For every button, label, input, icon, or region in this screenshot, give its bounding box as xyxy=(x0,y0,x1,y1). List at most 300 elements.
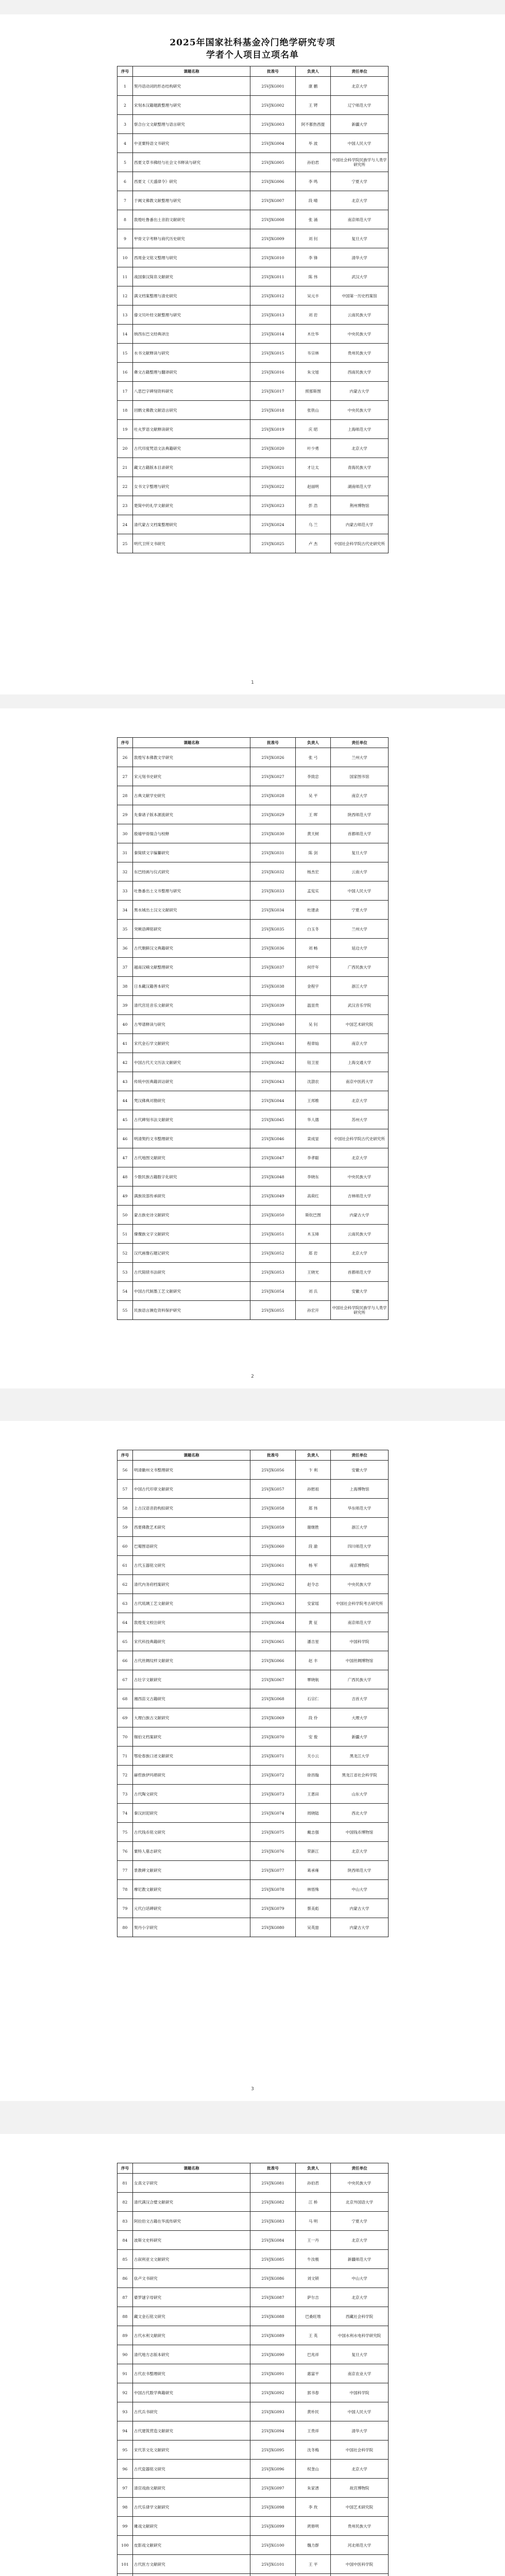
project-title: 阿拉伯文古籍在华流传研究 xyxy=(133,2212,250,2231)
project-title: 殷墟甲骨缀合与校释 xyxy=(133,824,250,843)
table-row xyxy=(117,2441,389,2460)
principal-investigator: 张 弓 xyxy=(296,748,331,767)
principal-investigator: 石宗仁 xyxy=(296,1689,331,1708)
approval-number: 25VJXG035 xyxy=(250,920,296,939)
project-title: 古代瓷器铭文研究 xyxy=(133,2460,250,2479)
approval-number: 25VJXG005 xyxy=(250,153,296,172)
responsible-unit: 清华大学 xyxy=(331,2421,389,2441)
principal-investigator: 潘吉星 xyxy=(296,1632,331,1651)
responsible-unit: 中国丝绸博物馆 xyxy=(331,1651,389,1670)
project-title: 明清契约文书整理研究 xyxy=(133,1129,250,1148)
table-row xyxy=(117,1480,389,1499)
principal-investigator: 王晓光 xyxy=(296,1263,331,1282)
header-no: 序号 xyxy=(117,66,133,77)
project-title: 汉代画像石题记研究 xyxy=(133,1244,250,1263)
principal-investigator: 钮卫星 xyxy=(296,1053,331,1072)
header-no: 序号 xyxy=(117,2163,133,2174)
responsible-unit: 浙江大学 xyxy=(331,977,389,996)
document-title-line-2: 学者个人项目立项名单 xyxy=(206,50,299,60)
table-row xyxy=(117,1899,389,1918)
principal-investigator: 戴志强 xyxy=(296,1823,331,1842)
project-title: 中国古代数学典籍研究 xyxy=(133,2383,250,2402)
project-title: 大理白族古文献研究 xyxy=(133,1708,250,1727)
principal-investigator: 黄朴民 xyxy=(296,2402,331,2421)
table-row xyxy=(117,1015,389,1034)
project-title: 东巴经画与仪式研究 xyxy=(133,862,250,882)
row-number: 93 xyxy=(117,2402,133,2421)
row-number: 23 xyxy=(117,496,133,515)
approval-number: 25VJXG056 xyxy=(250,1461,296,1480)
responsible-unit: 内蒙古大学 xyxy=(331,1206,389,1225)
table-row xyxy=(117,1727,389,1747)
project-title: 秦汉封泥研究 xyxy=(133,1804,250,1823)
project-title: 清宫戏曲文献研究 xyxy=(133,2479,250,2498)
principal-investigator: 金程宇 xyxy=(296,977,331,996)
approval-number xyxy=(250,2574,296,2576)
approval-number: 25VJXG037 xyxy=(250,958,296,977)
approval-number: 25VJXG078 xyxy=(250,1880,296,1899)
project-title: 越南汉喃文献整理研究 xyxy=(133,958,250,977)
approval-number: 25VJXG076 xyxy=(250,1842,296,1861)
header-name: 负责人 xyxy=(296,1450,331,1461)
principal-investigator: 李 锋 xyxy=(296,248,331,267)
approval-number: 25VJXG054 xyxy=(250,1282,296,1301)
responsible-unit: 中国社会科学院 xyxy=(331,2441,389,2460)
table-row xyxy=(117,1804,389,1823)
principal-investigator: 赵丽明 xyxy=(296,477,331,496)
responsible-unit: 荆州博物馆 xyxy=(331,496,389,515)
project-title: 蒙古族史诗文献研究 xyxy=(133,1206,250,1225)
responsible-unit: 中国科学院 xyxy=(331,2383,389,2402)
project-title: 摩尼教文献研究 xyxy=(133,1880,250,1899)
row-number: 41 xyxy=(117,1034,133,1053)
approval-number: 25VJXG070 xyxy=(250,1727,296,1747)
responsible-unit: 广西民族大学 xyxy=(331,958,389,977)
approval-number: 25VJXG100 xyxy=(250,2536,296,2555)
project-title: 中亚粟特语文书研究 xyxy=(133,134,250,153)
table-row xyxy=(117,1556,389,1575)
table-row xyxy=(117,862,389,882)
row-number: 27 xyxy=(117,767,133,786)
approval-number: 25VJXG097 xyxy=(250,2479,296,2498)
row-number: 63 xyxy=(117,1594,133,1613)
table-row xyxy=(117,2231,389,2250)
responsible-unit: 中山大学 xyxy=(331,2269,389,2288)
principal-investigator: 照那斯图 xyxy=(296,382,331,401)
principal-investigator: 江 桥 xyxy=(296,2193,331,2212)
table-row xyxy=(117,325,389,344)
project-title: 古代医方文献研究 xyxy=(133,2555,250,2574)
row-number: 57 xyxy=(117,1480,133,1499)
responsible-unit: 兰州大学 xyxy=(331,748,389,767)
row-number: 13 xyxy=(117,306,133,325)
project-title: 藏文古籍版本目录研究 xyxy=(133,458,250,477)
principal-investigator: 王一丹 xyxy=(296,2231,331,2250)
responsible-unit: 北京大学 xyxy=(331,77,389,96)
project-title: 古代水利文献研究 xyxy=(133,2326,250,2345)
row-number: 97 xyxy=(117,2479,133,2498)
project-title: 清代地方志版本研究 xyxy=(133,2345,250,2364)
approval-number: 25VJXG061 xyxy=(250,1556,296,1575)
row-number: 100 xyxy=(117,2536,133,2555)
responsible-unit: 内蒙古大学 xyxy=(331,382,389,401)
project-title: 古代乐律学文献研究 xyxy=(133,2498,250,2517)
approval-number: 25VJXG022 xyxy=(250,477,296,496)
project-title: 古代印度梵语文法典籍研究 xyxy=(133,439,250,458)
project-title: 甲骨文字考释与商代历史研究 xyxy=(133,229,250,248)
row-number: 22 xyxy=(117,477,133,496)
responsible-unit: 中国水利水电科学研究院 xyxy=(331,2326,389,2345)
principal-investigator: 孙伯君 xyxy=(296,2174,331,2193)
project-title: 宋代科技典籍研究 xyxy=(133,1632,250,1651)
table-row xyxy=(117,401,389,420)
approval-number: 25VJXG006 xyxy=(250,172,296,191)
approval-number: 25VJXG057 xyxy=(250,1480,296,1499)
document-page-1 xyxy=(0,14,505,694)
table-row xyxy=(117,2269,389,2288)
approval-number: 25VJXG077 xyxy=(250,1861,296,1880)
row-number: 33 xyxy=(117,882,133,901)
approval-number: 25VJXG048 xyxy=(250,1167,296,1187)
responsible-unit: 中国人民大学 xyxy=(331,2402,389,2421)
principal-investigator: 叶少勇 xyxy=(296,439,331,458)
row-number: 67 xyxy=(117,1670,133,1689)
table-row xyxy=(117,1823,389,1842)
principal-investigator: 巴兆祥 xyxy=(296,2345,331,2364)
row-number: 50 xyxy=(117,1206,133,1225)
table-row xyxy=(117,229,389,248)
approval-number: 25VJXG004 xyxy=(250,134,296,153)
approval-number: 25VJXG026 xyxy=(250,748,296,767)
responsible-unit: 北京大学 xyxy=(331,1148,389,1167)
project-title: 满族说部传承研究 xyxy=(133,1187,250,1206)
row-number: 40 xyxy=(117,1015,133,1034)
table-row xyxy=(117,1613,389,1632)
approval-number: 25VJXG044 xyxy=(250,1091,296,1110)
row-number: 42 xyxy=(117,1053,133,1072)
responsible-unit: 内蒙古大学 xyxy=(331,1918,389,1937)
row-number: 99 xyxy=(117,2517,133,2536)
row-number: 56 xyxy=(117,1461,133,1480)
principal-investigator: 魏力群 xyxy=(296,2536,331,2555)
row-number: 31 xyxy=(117,843,133,862)
row-number: 3 xyxy=(117,115,133,134)
project-title: 古代碑刻书法文献研究 xyxy=(133,1110,250,1129)
project-title: 八思巴字碑刻资料研究 xyxy=(133,382,250,401)
header-org: 责任单位 xyxy=(331,2163,389,2174)
row-number: 48 xyxy=(117,1167,133,1187)
project-title: 宋刻本汉籍题跋整理与研究 xyxy=(133,96,250,115)
table-row xyxy=(117,2498,389,2517)
table-row xyxy=(117,458,389,477)
principal-investigator: 权奎山 xyxy=(296,2460,331,2479)
project-title: 契丹语动词的形态结构研究 xyxy=(133,77,250,96)
principal-investigator: 马 明 xyxy=(296,2212,331,2231)
table-row xyxy=(117,2402,389,2421)
responsible-unit: 新疆大学 xyxy=(331,1727,389,1747)
project-title: 古琴谱释读与研究 xyxy=(133,1015,250,1034)
row-number: 65 xyxy=(117,1632,133,1651)
responsible-unit: 大理大学 xyxy=(331,1708,389,1727)
table-row xyxy=(117,2555,389,2574)
responsible-unit: 中国社会科学院民族学与人类学研究所 xyxy=(331,153,389,172)
page-number: 1 xyxy=(251,680,254,685)
responsible-unit: 黑龙江大学 xyxy=(331,1747,389,1766)
table-row xyxy=(117,477,389,496)
table-row xyxy=(117,1499,389,1518)
responsible-unit: 黑龙江省社会科学院 xyxy=(331,1766,389,1785)
principal-investigator: 沈澍农 xyxy=(296,1072,331,1091)
principal-investigator: 徐昌翰 xyxy=(296,1766,331,1785)
approval-number: 25VJXG001 xyxy=(250,77,296,96)
row-number: 6 xyxy=(117,172,133,191)
approval-number: 25VJXG082 xyxy=(250,2193,296,2212)
row-number: 91 xyxy=(117,2364,133,2383)
project-title: 古代陶文研究 xyxy=(133,1785,250,1804)
header-title: 课题名称 xyxy=(133,2163,250,2174)
project-title: 女真文字研究 xyxy=(133,2174,250,2193)
principal-investigator: 赵 丰 xyxy=(296,1651,331,1670)
row-number: 96 xyxy=(117,2460,133,2479)
table-row xyxy=(117,2536,389,2555)
principal-investigator: 杨杰宏 xyxy=(296,862,331,882)
project-title: 纳西东巴文经典译注 xyxy=(133,325,250,344)
table-row xyxy=(117,172,389,191)
responsible-unit: 陕西师范大学 xyxy=(331,805,389,824)
approval-number: 25VJXG033 xyxy=(250,882,296,901)
project-title: 吐鲁番出土文书整理与研究 xyxy=(133,882,250,901)
table-row xyxy=(117,748,389,767)
responsible-unit: 北京外国语大学 xyxy=(331,2193,389,2212)
approval-number: 25VJXG045 xyxy=(250,1110,296,1129)
row-number: 75 xyxy=(117,1823,133,1842)
project-title: 清代宫廷音乐文献研究 xyxy=(133,996,250,1015)
principal-investigator: 阿不都热西提 xyxy=(296,115,331,134)
project-table-page-2 xyxy=(117,737,389,1320)
table-row xyxy=(117,534,389,553)
project-title: 中国古代天文历法文献研究 xyxy=(133,1053,250,1072)
row-number: 17 xyxy=(117,382,133,401)
approval-number: 25VJXG043 xyxy=(250,1072,296,1091)
row-number: 32 xyxy=(117,862,133,882)
principal-investigator xyxy=(296,2574,331,2576)
responsible-unit: 南京农业大学 xyxy=(331,2364,389,2383)
project-title: 中国古代制墨工艺文献研究 xyxy=(133,1282,250,1301)
table-row xyxy=(117,439,389,458)
project-title: 日本藏汉籍善本研究 xyxy=(133,977,250,996)
responsible-unit: 北京大学 xyxy=(331,191,389,210)
principal-investigator: 李 玫 xyxy=(296,2498,331,2517)
principal-investigator: 关小云 xyxy=(296,1747,331,1766)
project-title: 古代建筑营造文献研究 xyxy=(133,2421,250,2441)
project-title: 清代满汉合璧文献研究 xyxy=(133,2193,250,2212)
principal-investigator: 木仕华 xyxy=(296,325,331,344)
row-number: 74 xyxy=(117,1804,133,1823)
table-row xyxy=(117,805,389,824)
row-number: 52 xyxy=(117,1244,133,1263)
table-row xyxy=(117,786,389,805)
responsible-unit: 南京中医药大学 xyxy=(331,1072,389,1091)
approval-number: 25VJXG042 xyxy=(250,1053,296,1072)
table-row xyxy=(117,77,389,96)
principal-investigator: 谢继胜 xyxy=(296,1518,331,1537)
table-row xyxy=(117,939,389,958)
project-table-page-4 xyxy=(117,2163,389,2576)
principal-investigator: 李孝聪 xyxy=(296,1148,331,1167)
approval-number: 25VJXG074 xyxy=(250,1804,296,1823)
table-row xyxy=(117,286,389,306)
approval-number: 25VJXG029 xyxy=(250,805,296,824)
table-row xyxy=(117,344,389,363)
row-number: 25 xyxy=(117,534,133,553)
table-row xyxy=(117,2174,389,2193)
principal-investigator: 萨尔吉 xyxy=(296,2288,331,2307)
principal-investigator: 葛承雍 xyxy=(296,1861,331,1880)
approval-number: 25VJXG002 xyxy=(250,96,296,115)
approval-number: 25VJXG038 xyxy=(250,977,296,996)
principal-investigator: 沈冬梅 xyxy=(296,2441,331,2460)
responsible-unit: 西北大学 xyxy=(331,1804,389,1823)
approval-number: 25VJXG079 xyxy=(250,1899,296,1918)
project-title: 上古汉语音韵构拟研究 xyxy=(133,1499,250,1518)
responsible-unit: 辽宁师范大学 xyxy=(331,96,389,115)
row-number: 35 xyxy=(117,920,133,939)
table-row xyxy=(117,767,389,786)
project-title: 皮影戏文献研究 xyxy=(133,2536,250,2555)
row-number: 4 xyxy=(117,134,133,153)
project-title: 粟特人墓志研究 xyxy=(133,1842,250,1861)
header-org: 责任单位 xyxy=(331,66,389,77)
project-title: 古代兵书研究 xyxy=(133,2402,250,2421)
project-title: 藏文金石铭文研究 xyxy=(133,2307,250,2326)
approval-number: 25VJXG039 xyxy=(250,996,296,1015)
table-row xyxy=(117,1091,389,1110)
table-row xyxy=(117,2307,389,2326)
table-row xyxy=(117,996,389,1015)
principal-investigator: 李晓东 xyxy=(296,1167,331,1187)
responsible-unit: 苏州大学 xyxy=(331,1110,389,1129)
responsible-unit: 陕西师范大学 xyxy=(331,1861,389,1880)
approval-number: 25VJXG063 xyxy=(250,1594,296,1613)
responsible-unit: 青海民族大学 xyxy=(331,458,389,477)
row-number: 88 xyxy=(117,2307,133,2326)
principal-investigator: 安家瑶 xyxy=(296,1594,331,1613)
principal-investigator: 朱家溍 xyxy=(296,2479,331,2498)
row-number: 68 xyxy=(117,1689,133,1708)
row-number: 9 xyxy=(117,229,133,248)
row-number: 84 xyxy=(117,2231,133,2250)
principal-investigator: 吴 钊 xyxy=(296,1015,331,1034)
approval-number: 25VJXG018 xyxy=(250,401,296,420)
principal-investigator: 覃晓航 xyxy=(296,1670,331,1689)
row-number: 72 xyxy=(117,1766,133,1785)
project-title: 民族语言濒危资料保护研究 xyxy=(133,1301,250,1320)
principal-investigator: 段 渝 xyxy=(296,1537,331,1556)
row-number: 61 xyxy=(117,1556,133,1575)
responsible-unit: 中央民族大学 xyxy=(331,1575,389,1594)
row-number: 55 xyxy=(117,1301,133,1320)
project-title: 婆罗谜字母研究 xyxy=(133,2288,250,2307)
table-row xyxy=(117,1842,389,1861)
approval-number: 25VJXG010 xyxy=(250,248,296,267)
responsible-unit: 上海博物馆 xyxy=(331,1480,389,1499)
table-row xyxy=(117,2517,389,2536)
row-number: 5 xyxy=(117,153,133,172)
principal-investigator: 李致忠 xyxy=(296,767,331,786)
row-number: 29 xyxy=(117,805,133,824)
approval-number: 25VJXG031 xyxy=(250,843,296,862)
responsible-unit: 中国艺术研究院 xyxy=(331,2498,389,2517)
responsible-unit: 中国科学院 xyxy=(331,1632,389,1651)
principal-investigator: 郑 岩 xyxy=(296,1244,331,1263)
approval-number: 25VJXG011 xyxy=(250,267,296,286)
project-title: 先秦诸子版本源流研究 xyxy=(133,805,250,824)
table-row xyxy=(117,2460,389,2479)
table-row xyxy=(117,1167,389,1187)
principal-investigator: 毕 波 xyxy=(296,134,331,153)
table-row xyxy=(117,1651,389,1670)
table-row xyxy=(117,191,389,210)
approval-number: 25VJXG052 xyxy=(250,1244,296,1263)
responsible-unit: 西南民族大学 xyxy=(331,363,389,382)
approval-number: 25VJXG081 xyxy=(250,2174,296,2193)
principal-investigator: 吴英喆 xyxy=(296,1918,331,1937)
table-row xyxy=(117,1461,389,1480)
table-row xyxy=(117,2250,389,2269)
row-number: 11 xyxy=(117,267,133,286)
table-row xyxy=(117,1537,389,1556)
responsible-unit: 首都师范大学 xyxy=(331,1263,389,1282)
project-title: 宋元刻书史研究 xyxy=(133,767,250,786)
approval-number: 25VJXG084 xyxy=(250,2231,296,2250)
principal-investigator: 刘 兵 xyxy=(296,1282,331,1301)
principal-investigator: 吴元丰 xyxy=(296,286,331,306)
project-title: 古代钱币铭文研究 xyxy=(133,1823,250,1842)
responsible-unit: 南京大学 xyxy=(331,786,389,805)
project-title: 契丹小字研究 xyxy=(133,1918,250,1937)
principal-investigator: 栾成显 xyxy=(296,1129,331,1148)
approval-number: 25VJXG058 xyxy=(250,1499,296,1518)
row-number: 1 xyxy=(117,77,133,96)
approval-number: 25VJXG059 xyxy=(250,1518,296,1537)
table-row xyxy=(117,1880,389,1899)
principal-investigator: 黄天树 xyxy=(296,824,331,843)
row-number: 44 xyxy=(117,1091,133,1110)
row-number: 76 xyxy=(117,1842,133,1861)
principal-investigator: 孙伯君 xyxy=(296,153,331,172)
approval-number: 25VJXG099 xyxy=(250,2517,296,2536)
table-row xyxy=(117,382,389,401)
row-number: 28 xyxy=(117,786,133,805)
row-number: 98 xyxy=(117,2498,133,2517)
project-title: 西周金文铭文整理与研究 xyxy=(133,248,250,267)
project-title: 宋代金石学文献研究 xyxy=(133,1034,250,1053)
responsible-unit: 新疆大学 xyxy=(331,115,389,134)
table-row xyxy=(117,134,389,153)
responsible-unit: 中国艺术研究院 xyxy=(331,1015,389,1034)
row-number: 47 xyxy=(117,1148,133,1167)
approval-number: 25VJXG067 xyxy=(250,1670,296,1689)
row-number: 101 xyxy=(117,2555,133,2574)
principal-investigator: 黄 征 xyxy=(296,1613,331,1632)
principal-investigator: 木玉璋 xyxy=(296,1225,331,1244)
responsible-unit: 中央民族大学 xyxy=(331,401,389,420)
row-number: 49 xyxy=(117,1187,133,1206)
principal-investigator: 林悟殊 xyxy=(296,1880,331,1899)
table-row xyxy=(117,1110,389,1129)
approval-number: 25VJXG069 xyxy=(250,1708,296,1727)
approval-number: 25VJXG020 xyxy=(250,439,296,458)
